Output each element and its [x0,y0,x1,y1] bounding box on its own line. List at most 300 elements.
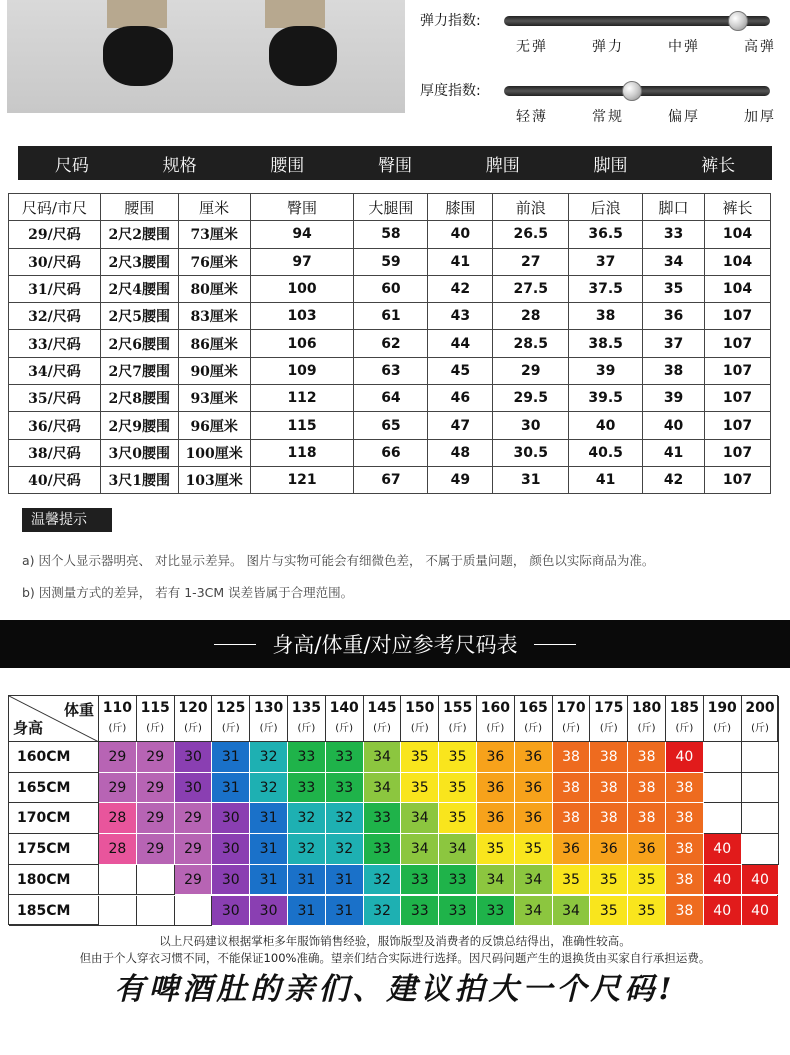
size-grid-cell: 30 [175,773,213,804]
size-header-item: 脚围 [593,155,628,176]
size-cell: 31 [493,466,569,493]
size-cell: 100厘米 [178,439,250,466]
size-grid-cell: 35 [628,865,666,896]
weight-column-header [666,696,704,742]
size-grid-cell: 38 [666,803,704,834]
size-header-item: 裤长 [701,155,736,176]
size-grid-cell: 36 [515,803,553,834]
table-row [9,248,771,275]
table-row [9,221,771,248]
weight-unit: (斤) [524,723,543,734]
size-grid-cell: 38 [590,803,628,834]
weight-unit: (斤) [637,723,656,734]
size-grid-cell: 30 [212,834,250,865]
banner-dash [534,644,576,645]
weight-column-header [742,696,780,742]
size-grid-cell [742,773,780,804]
size-column-header: 臀围 [250,194,354,221]
size-grid-cell: 33 [401,896,439,927]
elasticity-option: 中弹 [668,39,700,55]
size-cell: 39 [569,357,643,384]
size-grid-cell: 29 [99,742,137,773]
weight-unit: (斤) [751,723,769,734]
size-cell: 42 [643,466,705,493]
size-grid-cell [137,865,175,896]
size-cell: 49 [428,466,493,493]
size-cell: 38 [643,357,705,384]
weight-column-header [477,696,515,742]
size-grid-cell [99,865,137,896]
grid-corner [9,696,99,742]
size-grid-cell: 32 [288,834,326,865]
size-grid-cell: 32 [288,803,326,834]
size-cell: 40.5 [569,439,643,466]
size-grid-cell: 38 [553,773,591,804]
size-grid-cell: 40 [742,896,780,927]
size-grid-cell: 32 [250,773,288,804]
size-cell: 63 [354,357,428,384]
size-grid-cell [704,803,742,834]
size-grid-cell [704,742,742,773]
size-grid-cell: 29 [137,773,175,804]
size-cell: 38/尺码 [9,439,101,466]
size-cell: 34/尺码 [9,357,101,384]
size-cell: 2尺8腰围 [100,385,178,412]
size-grid-cell: 33 [439,865,477,896]
size-grid-cell: 38 [590,773,628,804]
size-cell: 29.5 [493,385,569,412]
weight-unit: (斤) [221,723,240,734]
note-line: 但由于个人穿衣习惯不同，不能保证100%准确。望亲们结合实际进行选择。因尺码问题产生的退换货由买家自行承担运费。 [79,951,711,965]
elasticity-option: 高弹 [744,39,776,55]
size-grid-cell: 35 [590,865,628,896]
size-grid-cell: 29 [175,834,213,865]
size-grid-cell [137,896,175,927]
reference-grid [8,695,778,925]
weight-column-header [590,696,628,742]
size-header-item: 臀围 [378,155,413,176]
size-grid-cell: 28 [99,803,137,834]
size-cell: 86厘米 [178,330,250,357]
table-row [9,303,771,330]
size-cell: 107 [705,412,771,439]
size-column-header: 膝围 [428,194,493,221]
height-row-header: 175CM [9,834,99,865]
size-grid-cell: 38 [628,803,666,834]
size-grid-cell: 36 [590,834,628,865]
height-row-header: 185CM [9,896,99,927]
size-grid-cell: 36 [515,742,553,773]
weight-unit: (斤) [675,723,694,734]
size-grid-cell: 38 [666,834,704,865]
size-cell: 34 [643,248,705,275]
weight-value: 110 [102,700,133,716]
right-trouser-leg [265,0,325,28]
weight-value: 120 [178,700,208,716]
size-grid-cell: 28 [99,834,137,865]
size-cell: 37.5 [569,275,643,302]
size-cell: 2尺5腰围 [100,303,178,330]
size-grid-cell: 33 [326,773,364,804]
size-grid-cell: 29 [137,803,175,834]
size-cell: 40/尺码 [9,466,101,493]
size-grid-cell: 40 [742,865,780,896]
size-cell: 43 [428,303,493,330]
weight-unit: (斤) [259,723,278,734]
thickness-option: 常规 [592,109,624,125]
table-row [9,330,771,357]
size-grid-cell: 34 [401,803,439,834]
size-grid-cell: 29 [137,742,175,773]
size-grid-cell: 40 [666,742,704,773]
size-cell: 27 [493,248,569,275]
size-grid-cell: 35 [628,896,666,927]
size-grid-cell: 30 [212,896,250,927]
size-cell: 112 [250,385,354,412]
size-table [8,193,771,494]
size-grid-cell: 38 [628,742,666,773]
size-column-header: 尺码/市尺 [9,194,101,221]
size-grid-cell: 34 [439,834,477,865]
weight-column-header [553,696,591,742]
size-grid-cell [742,742,780,773]
table-row [9,466,771,493]
size-cell: 121 [250,466,354,493]
thickness-option: 偏厚 [668,109,700,125]
size-grid-cell: 30 [212,865,250,896]
size-cell: 94 [250,221,354,248]
weight-unit: (斤) [297,723,316,734]
weight-value: 115 [140,700,170,716]
weight-value: 125 [216,700,246,716]
weight-unit: (斤) [373,723,391,734]
size-grid-cell: 35 [401,742,439,773]
tip-line: b) 因测量方式的差异， 若有 1-3CM 误差皆属于合理范围。 [22,585,354,600]
size-header-item: 尺码 [54,155,89,176]
size-cell: 30/尺码 [9,248,101,275]
weight-unit: (斤) [184,723,202,734]
size-cell: 103厘米 [178,466,250,493]
size-grid-cell: 29 [99,773,137,804]
size-cell: 40 [643,412,705,439]
size-cell: 3尺1腰围 [100,466,178,493]
elasticity-option: 无弹 [516,39,548,55]
size-grid-cell: 33 [326,742,364,773]
size-grid-cell: 35 [590,896,628,927]
size-grid-cell: 36 [515,773,553,804]
size-grid-cell: 40 [704,896,742,927]
size-grid-cell: 36 [628,834,666,865]
size-grid-cell: 32 [364,865,402,896]
weight-value: 145 [367,700,397,716]
reference-banner [0,620,790,668]
size-grid-cell: 31 [212,773,250,804]
size-grid-cell: 36 [477,773,515,804]
size-grid-cell [704,773,742,804]
size-cell: 29/尺码 [9,221,101,248]
size-cell: 107 [705,330,771,357]
size-cell: 58 [354,221,428,248]
thickness-label: 厚度指数: [420,83,481,99]
weight-value: 150 [405,700,435,716]
elasticity-options [516,36,776,56]
size-grid-cell: 32 [326,803,364,834]
size-cell: 46 [428,385,493,412]
size-cell: 107 [705,357,771,384]
size-cell: 76厘米 [178,248,250,275]
table-row [9,385,771,412]
size-cell: 39 [643,385,705,412]
size-cell: 41 [643,439,705,466]
height-row-header: 160CM [9,742,99,773]
size-cell: 32/尺码 [9,303,101,330]
size-grid-cell: 38 [666,896,704,927]
weight-column-header [364,696,402,742]
size-grid-cell: 35 [553,865,591,896]
size-grid-cell: 29 [175,865,213,896]
size-grid-cell: 40 [704,865,742,896]
size-header-item: 规格 [162,155,197,176]
size-cell: 3尺0腰围 [100,439,178,466]
note-line: 以上尺码建议根据掌柜多年服饰销售经验，服饰版型及消费者的反馈总结得出，准确性较高。 [159,934,631,948]
size-cell: 47 [428,412,493,439]
weight-value: 200 [745,700,775,716]
size-column-header: 前浪 [493,194,569,221]
size-header-item: 脾围 [485,155,520,176]
tip-line: a) 因个人显示器明亮、 对比显示差异。 图片与实物可能会有细微色差， 不属于质量问题， 颜色以实际商品为准。 [22,553,655,568]
weight-value: 170 [556,700,586,716]
size-grid-cell: 29 [137,834,175,865]
size-cell: 2尺9腰围 [100,412,178,439]
size-grid-cell [99,896,137,927]
size-grid-cell: 31 [250,865,288,896]
size-cell: 61 [354,303,428,330]
size-cell: 104 [705,275,771,302]
size-grid-cell: 33 [288,773,326,804]
thickness-options [516,106,776,126]
size-grid-cell: 38 [553,742,591,773]
weight-unit: (斤) [713,723,732,734]
size-cell: 41 [569,466,643,493]
size-grid-cell: 33 [477,896,515,927]
size-grid-cell: 38 [666,865,704,896]
size-grid-cell: 34 [515,896,553,927]
size-cell: 39.5 [569,385,643,412]
size-grid-cell: 35 [439,742,477,773]
elasticity-option: 弹力 [592,39,624,55]
size-grid-cell: 35 [439,773,477,804]
size-grid-cell: 31 [288,896,326,927]
weight-unit: (斤) [599,723,618,734]
weight-column-header [288,696,326,742]
size-cell: 26.5 [493,221,569,248]
size-cell: 83厘米 [178,303,250,330]
weight-unit: (斤) [562,723,580,734]
weight-value: 180 [631,700,662,716]
weight-value: 130 [253,700,284,716]
size-cell: 2尺3腰围 [100,248,178,275]
size-grid-cell [742,834,780,865]
size-grid-cell: 36 [477,742,515,773]
size-cell: 67 [354,466,428,493]
weight-column-header [515,696,553,742]
size-cell: 107 [705,303,771,330]
size-cell: 2尺2腰围 [100,221,178,248]
weight-column-header [99,696,137,742]
size-cell: 30.5 [493,439,569,466]
size-grid-cell: 33 [364,803,402,834]
size-cell: 73厘米 [178,221,250,248]
size-cell: 59 [354,248,428,275]
weight-column-header [401,696,439,742]
size-grid-cell: 33 [364,834,402,865]
size-cell: 37 [643,330,705,357]
size-grid-cell [742,803,780,834]
size-cell: 30 [493,412,569,439]
size-column-header: 脚口 [643,194,705,221]
size-cell: 38 [569,303,643,330]
product-photo [7,0,405,113]
size-cell: 35 [643,275,705,302]
size-grid-cell: 34 [477,865,515,896]
size-grid-cell: 38 [666,773,704,804]
size-grid-cell [175,896,213,927]
weight-column-header [326,696,364,742]
size-cell: 64 [354,385,428,412]
size-grid-cell: 30 [175,742,213,773]
size-grid-cell: 38 [590,742,628,773]
corner-height-label: 身高 [13,719,44,737]
size-grid-cell: 31 [250,803,288,834]
weight-value: 165 [518,700,548,716]
size-cell: 97 [250,248,354,275]
size-grid-cell: 34 [515,865,553,896]
weight-value: 140 [329,700,359,716]
elasticity-track [504,16,770,26]
size-cell: 36 [643,303,705,330]
weight-column-header [175,696,213,742]
size-grid-cell: 38 [553,803,591,834]
size-grid-cell: 38 [628,773,666,804]
size-cell: 33 [643,221,705,248]
weight-unit: (斤) [146,723,165,734]
size-grid-cell: 35 [401,773,439,804]
size-cell: 66 [354,439,428,466]
size-grid-cell: 31 [250,834,288,865]
size-cell: 37 [569,248,643,275]
size-cell: 2尺7腰围 [100,357,178,384]
elasticity-label: 弹力指数: [420,13,481,29]
thickness-track [504,86,770,96]
weight-unit: (斤) [486,723,505,734]
size-cell: 31/尺码 [9,275,101,302]
table-row [9,439,771,466]
thickness-option: 加厚 [744,109,776,125]
weight-column-header [250,696,288,742]
size-grid-cell: 33 [439,896,477,927]
size-table-header [9,194,771,221]
thickness-option: 轻薄 [516,109,548,125]
tips-title: 温馨提示 [22,508,112,532]
size-grid-cell: 36 [553,834,591,865]
size-cell: 35/尺码 [9,385,101,412]
table-row [9,357,771,384]
elasticity-knob [728,11,748,31]
size-column-header: 腰围 [100,194,178,221]
weight-value: 155 [442,700,473,716]
size-grid-cell: 34 [401,834,439,865]
size-cell: 42 [428,275,493,302]
size-grid-cell: 40 [704,834,742,865]
size-cell: 62 [354,330,428,357]
corner-weight-label: 体重 [63,701,94,719]
right-shoe [269,26,337,86]
size-cell: 109 [250,357,354,384]
size-column-header: 后浪 [569,194,643,221]
size-cell: 65 [354,412,428,439]
weight-column-header [628,696,666,742]
size-cell: 36.5 [569,221,643,248]
height-row-header: 180CM [9,865,99,896]
weight-value: 185 [669,700,700,716]
weight-column-header [704,696,742,742]
size-grid-cell: 34 [364,773,402,804]
size-cell: 40 [569,412,643,439]
size-cell: 2尺4腰围 [100,275,178,302]
size-cell: 104 [705,221,771,248]
size-cell: 38.5 [569,330,643,357]
height-row-header: 165CM [9,773,99,804]
size-grid-cell: 32 [250,742,288,773]
size-grid-cell: 36 [477,803,515,834]
size-grid-cell: 31 [212,742,250,773]
size-cell: 107 [705,439,771,466]
size-column-header: 大腿围 [354,194,428,221]
size-grid-cell: 34 [553,896,591,927]
size-grid-cell: 34 [364,742,402,773]
size-cell: 80厘米 [178,275,250,302]
size-cell: 28 [493,303,569,330]
weight-unit: (斤) [108,723,127,734]
weight-column-header [439,696,477,742]
size-header-bar [18,146,772,180]
size-grid-cell: 30 [250,896,288,927]
size-grid-cell: 29 [175,803,213,834]
thickness-knob [622,81,642,101]
size-cell: 48 [428,439,493,466]
size-grid-cell: 31 [326,865,364,896]
size-cell: 28.5 [493,330,569,357]
size-cell: 96厘米 [178,412,250,439]
size-cell: 33/尺码 [9,330,101,357]
size-grid-cell: 33 [288,742,326,773]
weight-column-header [212,696,250,742]
size-grid-cell: 35 [439,803,477,834]
weight-value: 135 [291,700,322,716]
size-cell: 104 [705,248,771,275]
size-cell: 45 [428,357,493,384]
size-cell: 44 [428,330,493,357]
size-cell: 93厘米 [178,385,250,412]
size-cell: 29 [493,357,569,384]
size-cell: 107 [705,385,771,412]
table-row [9,275,771,302]
size-column-header: 厘米 [178,194,250,221]
size-grid-cell: 32 [364,896,402,927]
size-cell: 115 [250,412,354,439]
size-cell: 41 [428,248,493,275]
size-cell: 27.5 [493,275,569,302]
